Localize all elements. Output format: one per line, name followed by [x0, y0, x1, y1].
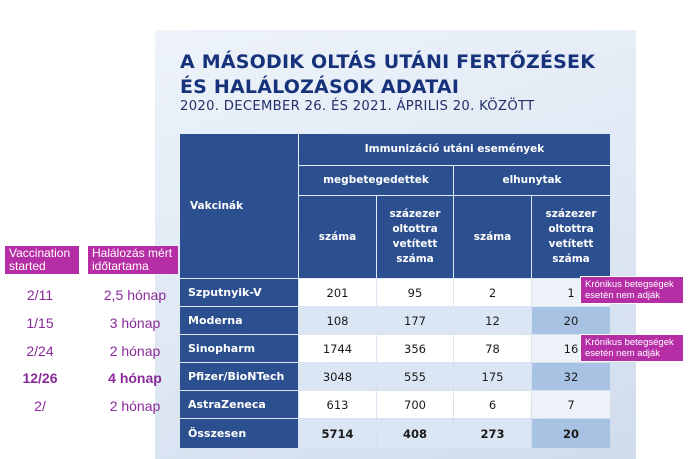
cell-cases: 613	[299, 391, 376, 418]
label-text: időtartama	[92, 259, 149, 273]
hdr-text: vetített	[548, 238, 594, 250]
vaccine-name: AstraZeneca	[180, 391, 298, 418]
total-deaths-per: 20	[532, 419, 610, 448]
label-text: Vaccination	[9, 246, 71, 260]
note-text: esetén nem adják	[585, 348, 660, 359]
page-title	[180, 50, 620, 100]
vaccine-name: Sinopharm	[180, 335, 298, 362]
total-label: Összesen	[180, 419, 298, 448]
cell-deaths: 6	[454, 391, 531, 418]
cell-cases-per: 95	[377, 279, 453, 306]
label-text: Halálozás mért	[92, 246, 173, 260]
vaccination-started-label	[5, 246, 79, 274]
page-subtitle: 2020. DECEMBER 26. ÉS 2021. ÁPRILIS 20. KÖZÖTT	[180, 99, 535, 114]
hdr-text: százezer	[545, 208, 597, 220]
hdr-text: százezer	[389, 208, 441, 220]
cell-deaths-per: 16	[532, 335, 610, 362]
label-text: started	[9, 259, 46, 273]
hdr-text: vetített	[392, 238, 438, 250]
header-deaths-szama: száma	[454, 196, 531, 278]
cell-deaths: 12	[454, 307, 531, 334]
hdr-text: oltottra	[392, 223, 438, 235]
started-date: 2/11	[26, 287, 54, 303]
chronic-disease-note	[580, 276, 684, 304]
hdr-text: száma	[396, 253, 434, 265]
cell-cases: 108	[299, 307, 376, 334]
death-duration: 2,5 hónap	[103, 287, 167, 303]
header-cases-szazezer	[377, 196, 453, 278]
cell-cases-per: 356	[377, 335, 453, 362]
cell-deaths-per: 1	[532, 279, 610, 306]
death-duration: 2 hónap	[109, 398, 161, 414]
chronic-disease-note	[580, 334, 684, 362]
title-line-2: ÉS HALÁLOZÁSOK ADATAI	[180, 76, 460, 98]
header-cases-szama: száma	[299, 196, 376, 278]
hdr-text: száma	[552, 253, 590, 265]
cell-deaths-per: 7	[532, 391, 610, 418]
vaccine-name: Pfizer/BioNTech	[180, 363, 298, 390]
note-text: esetén nem adják	[585, 290, 660, 301]
cell-deaths: 78	[454, 335, 531, 362]
death-duration: 2 hónap	[109, 343, 161, 359]
header-deaths-szazezer	[532, 196, 610, 278]
cell-cases-per: 177	[377, 307, 453, 334]
started-date: 1/15	[26, 315, 54, 331]
death-duration: 3 hónap	[109, 315, 161, 331]
cell-deaths: 175	[454, 363, 531, 390]
started-date: 2/	[34, 398, 46, 414]
title-line-1: A MÁSODIK OLTÁS UTÁNI FERTŐZÉSEK	[180, 51, 596, 73]
cell-cases: 1744	[299, 335, 376, 362]
total-cases: 5714	[299, 419, 376, 448]
vaccine-name: Szputnyik-V	[180, 279, 298, 306]
header-elhunytak: elhunytak	[454, 166, 610, 195]
cell-deaths-per: 32	[532, 363, 610, 390]
started-date: 2/24	[26, 343, 54, 359]
cell-cases: 201	[299, 279, 376, 306]
note-text: Krónikus betegségek	[585, 279, 674, 290]
cell-cases: 3048	[299, 363, 376, 390]
death-duration: 4 hónap	[108, 370, 162, 386]
vaccine-name: Moderna	[180, 307, 298, 334]
total-cases-per: 408	[377, 419, 453, 448]
header-group-immunizacio: Immunizáció utáni események	[299, 134, 610, 165]
header-vakcinak: Vakcinák	[180, 134, 298, 278]
started-date: 12/26	[22, 370, 58, 386]
cell-cases-per: 555	[377, 363, 453, 390]
cell-deaths-per: 20	[532, 307, 610, 334]
cell-deaths: 2	[454, 279, 531, 306]
hdr-text: oltottra	[548, 223, 594, 235]
header-megbetegedettek: megbetegedettek	[299, 166, 453, 195]
cell-cases-per: 700	[377, 391, 453, 418]
halalozas-duration-label	[88, 246, 178, 274]
total-deaths: 273	[454, 419, 531, 448]
note-text: Krónikus betegségek	[585, 337, 674, 348]
